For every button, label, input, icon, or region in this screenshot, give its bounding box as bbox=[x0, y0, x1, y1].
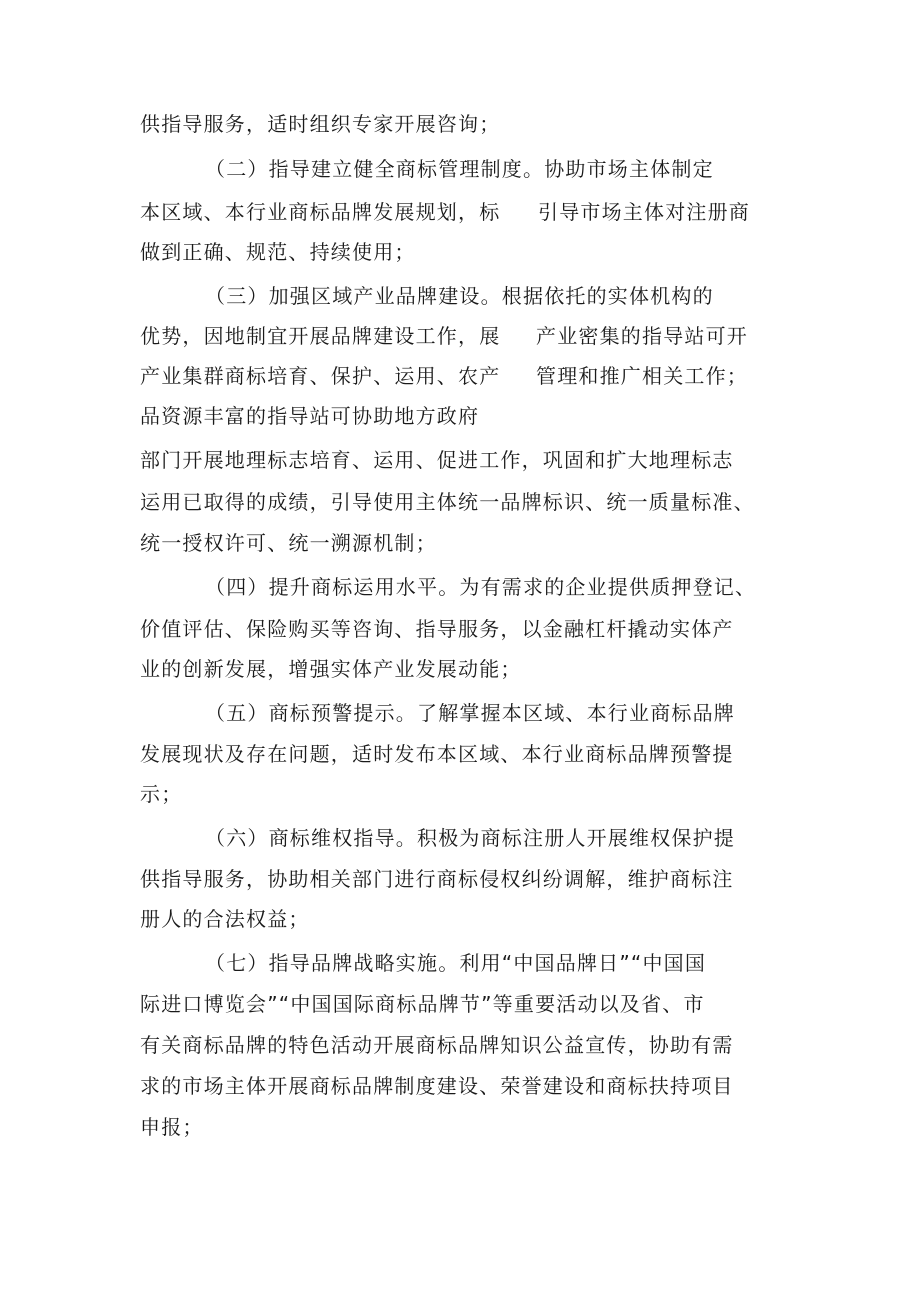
paragraph-heading-line: （三）加强区域产业品牌建设。根据依托的实体机构的 bbox=[205, 284, 714, 308]
text-line: 部门开展地理标志培育、运用、促进工作，巩固和扩大地理标志 bbox=[140, 448, 734, 472]
paragraph-heading-line: （七）指导品牌战略实施。利用“中国品牌日”“中国国 bbox=[205, 951, 707, 975]
text-line: 价值评估、保险购买等咨询、指导服务，以金融杠杆撬动实体产 bbox=[140, 617, 734, 641]
text-line: 品资源丰富的指导站可协助地方政府 bbox=[140, 404, 480, 428]
text-line: 做到正确、规范、持续使用； bbox=[140, 240, 416, 264]
text-line: 申报； bbox=[140, 1115, 204, 1139]
paragraph-heading-line: （五）商标预警提示。了解掌握本区域、本行业商标品牌 bbox=[205, 701, 735, 725]
text-line: 统一授权许可、统一溯源机制； bbox=[140, 531, 437, 555]
text-line: 本区域、本行业商标品牌发展规划，标 bbox=[140, 200, 501, 224]
text-line: 册人的合法权益； bbox=[140, 907, 310, 931]
text-line: 产业密集的指导站可开 bbox=[536, 324, 748, 348]
text-line: 业的创新发展，增强实体产业发展动能； bbox=[140, 657, 522, 681]
text-line: 产业集群商标培育、保护、运用、农产 bbox=[140, 364, 501, 388]
paragraph-heading-line: （四）提升商标运用水平。为有需求的企业提供质押登记、 bbox=[205, 575, 757, 599]
paragraph-heading-line: （二）指导建立健全商标管理制度。协助市场主体制定 bbox=[205, 157, 714, 181]
text-line: 际进口博览会”“中国国际商标品牌节”等重要活动以及省、市 bbox=[140, 992, 705, 1016]
text-line: 优势，因地制宜开展品牌建设工作，展 bbox=[140, 324, 501, 348]
text-line: 发展现状及存在问题，适时发布本区域、本行业商标品牌预警提 bbox=[140, 742, 734, 766]
text-line: 运用已取得的成绩，引导使用主体统一品牌标识、统一质量标准、 bbox=[140, 490, 755, 514]
text-line: 供指导服务，协助相关部门进行商标侵权纠纷调解，维护商标注 bbox=[140, 867, 734, 891]
paragraph-heading-line: （六）商标维权指导。积极为商标注册人开展维权保护提 bbox=[205, 826, 735, 850]
text-line: 引导市场主体对注册商 bbox=[538, 200, 750, 224]
text-line: 示； bbox=[140, 782, 183, 806]
text-line: 求的市场主体开展商标品牌制度建设、荣誉建设和商标扶持项目 bbox=[140, 1074, 734, 1098]
text-line: 供指导服务，适时组织专家开展咨询； bbox=[140, 112, 501, 136]
text-line: 有关商标品牌的特色活动开展商标品牌知识公益宣传，协助有需 bbox=[140, 1033, 734, 1057]
text-line: 管理和推广相关工作； bbox=[536, 364, 748, 388]
